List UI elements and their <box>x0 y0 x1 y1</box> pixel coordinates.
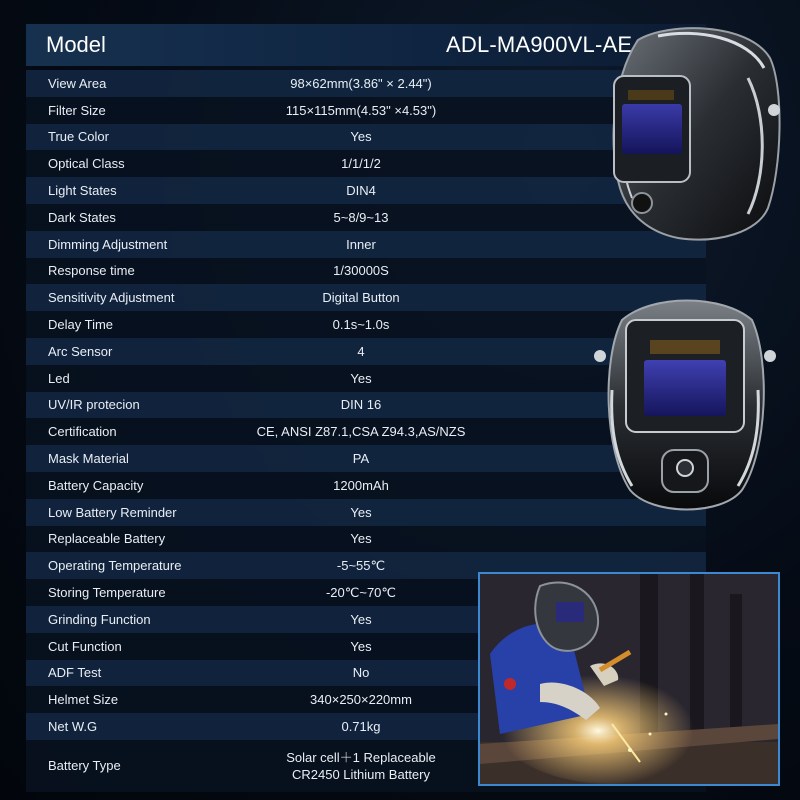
welder-scene <box>480 574 778 784</box>
spec-value: 1200mAh <box>333 477 389 493</box>
welding-helmet-front-view <box>592 290 778 522</box>
spec-label: Response time <box>48 263 135 279</box>
spec-value: DIN4 <box>346 183 376 199</box>
spec-value: Digital Button <box>322 290 400 306</box>
spec-label: Certification <box>48 424 117 440</box>
spec-label: Cut Function <box>48 638 122 654</box>
spec-label: Battery Type <box>48 758 121 774</box>
spec-value-line1: Solar cell＋1 Replaceable <box>286 749 436 765</box>
spec-row <box>26 258 706 285</box>
spec-value: 1/1/1/2 <box>341 156 381 172</box>
spec-label: Mask Material <box>48 451 129 467</box>
spec-value: PA <box>352 451 370 467</box>
spec-label: Battery Capacity <box>48 477 144 493</box>
spec-value: Yes <box>350 531 372 547</box>
spec-label: View Area <box>48 75 107 91</box>
spec-label: Replaceable Battery <box>48 531 166 547</box>
spec-value: 1/30000S <box>333 263 389 279</box>
spec-label: Led <box>48 370 70 386</box>
spec-row <box>26 526 706 553</box>
spec-value: Yes <box>350 611 372 627</box>
welder-at-work-photo <box>478 572 780 786</box>
spec-value: Yes <box>350 638 372 654</box>
spec-value: 0.1s~1.0s <box>332 317 390 333</box>
spec-value: 115×115mm(4.53" ×4.53") <box>285 102 437 118</box>
spec-label: Filter Size <box>48 102 106 118</box>
spec-label: Optical Class <box>48 156 125 172</box>
spec-value: 4 <box>357 343 365 359</box>
spec-value: 340×250×220mm <box>310 692 412 708</box>
spec-label: Dimming Adjustment <box>48 236 168 252</box>
spec-label: ADF Test <box>48 665 102 681</box>
spec-label: Net W.G <box>48 719 98 735</box>
spec-value <box>236 749 486 783</box>
model-label: Model <box>46 32 106 57</box>
spec-label: Grinding Function <box>48 611 151 627</box>
model-value: ADL-MA900VL-AE <box>446 32 633 57</box>
spec-label: Low Battery Reminder <box>48 504 177 520</box>
spec-value: Yes <box>350 129 372 145</box>
spec-value: Yes <box>350 504 372 520</box>
spec-label: Dark States <box>48 209 116 225</box>
spec-label: Storing Temperature <box>48 585 166 601</box>
spec-label: UV/IR protecion <box>48 397 140 413</box>
spec-label: Arc Sensor <box>48 343 113 359</box>
spec-label: Light States <box>48 183 117 199</box>
spec-value: 5~8/9~13 <box>333 209 389 225</box>
spec-value: -5~55℃ <box>336 557 386 573</box>
spec-value: Inner <box>346 236 376 252</box>
spec-value: Yes <box>350 370 372 386</box>
spec-value: -20℃~70℃ <box>325 584 397 600</box>
spec-label: Helmet Size <box>48 692 119 708</box>
welding-helmet-side-view <box>598 18 784 246</box>
spec-label: Operating Temperature <box>48 558 182 574</box>
spec-value: 98×62mm(3.86" × 2.44") <box>290 75 432 91</box>
spec-label: Sensitivity Adjustment <box>48 290 175 306</box>
spec-value: 0.71kg <box>341 719 381 735</box>
spec-label: Delay Time <box>48 317 114 333</box>
spec-value: DIN 16 <box>340 397 382 413</box>
spec-value: CE, ANSI Z87.1,CSA Z94.3,AS/NZS <box>256 424 466 440</box>
spec-label: True Color <box>48 129 109 145</box>
spec-value: No <box>352 665 370 681</box>
spec-value-line2: CR2450 Lithium Battery <box>291 766 430 782</box>
